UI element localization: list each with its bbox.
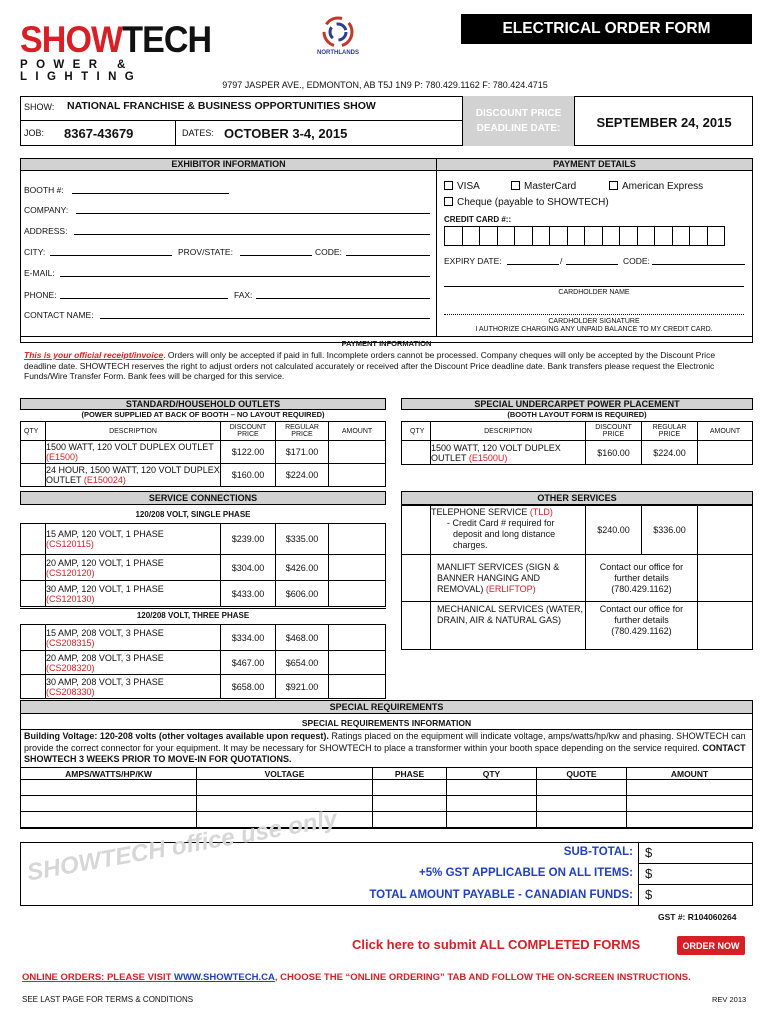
logo-tagline: POWER & LIGHTING bbox=[20, 59, 143, 83]
table-row: 30 AMP, 208 VOLT, 3 PHASE (CS208330) $658.00 $921.00 bbox=[21, 675, 386, 699]
prov-label: PROV/STATE: bbox=[178, 247, 233, 257]
other-services-title: OTHER SERVICES bbox=[401, 491, 753, 505]
show-label: SHOW: bbox=[24, 102, 55, 112]
cc-digit-box[interactable] bbox=[549, 226, 568, 246]
expiry-year-field[interactable] bbox=[566, 264, 618, 265]
qty-cell[interactable] bbox=[402, 555, 431, 602]
online-orders-text: ONLINE ORDERS: PLEASE VISIT WWW.SHOWTECH.CA, CHOOSE THE “ONLINE ORDERING” TAB AND FOLLOW THE ON-SCREEN INSTRUCTIONS. bbox=[22, 972, 691, 983]
amount-cell[interactable] bbox=[329, 555, 386, 581]
amount-cell[interactable] bbox=[329, 625, 386, 651]
address-field[interactable] bbox=[74, 234, 430, 235]
table-row: TELEPHONE SERVICE (TLD) - Credit Card # required for deposit and long distance charges. $240.00 $336.00 bbox=[402, 506, 753, 555]
city-label: CITY: bbox=[24, 247, 46, 257]
qty-cell[interactable] bbox=[21, 651, 46, 675]
special-req-subtitle: SPECIAL REQUIREMENTS INFORMATION bbox=[301, 718, 472, 728]
table-row: 1500 WATT, 120 VOLT DUPLEX OUTLET (E1500) $122.00 $171.00 bbox=[21, 441, 386, 464]
cardholder-name-field[interactable] bbox=[444, 286, 744, 287]
table-row: 1500 WATT, 120 VOLT DUPLEX OUTLET (E1500U) $160.00 $224.00 bbox=[402, 441, 753, 465]
cc-digit-box[interactable] bbox=[444, 226, 463, 246]
undercarpet-subtitle: (BOOTH LAYOUT FORM IS REQUIRED) bbox=[507, 410, 647, 419]
undercarpet-title: SPECIAL UNDERCARPET POWER PLACEMENT bbox=[401, 398, 753, 410]
payment-info-text: This is your official receipt/invoice. Orders will only be accepted if paid in full. Incomplete orders cannot be processed. Company cheques will only be accepted by the Discount Price deadline date. SHOWTECH reserves the right to adjust orders not calculated accurately or received after the Discount Price deadline date. Bank transfers please request the Electronic Funds/Wire Transfer Form. Bank fees will be charged for this service. bbox=[24, 350, 716, 381]
code-label: CODE: bbox=[315, 247, 342, 257]
fax-label: FAX: bbox=[234, 290, 253, 300]
service-connections-title: SERVICE CONNECTIONS bbox=[20, 491, 386, 505]
cc-digit-box[interactable] bbox=[619, 226, 638, 246]
amount-cell[interactable] bbox=[329, 441, 386, 464]
order-now-button[interactable]: ORDER NOW bbox=[677, 936, 745, 955]
show-value: NATIONAL FRANCHISE & BUSINESS OPPORTUNITIES SHOW bbox=[67, 100, 376, 112]
cc-digit-box[interactable] bbox=[532, 226, 551, 246]
qty-cell[interactable] bbox=[21, 625, 46, 651]
city-field[interactable] bbox=[50, 255, 172, 256]
amount-cell[interactable] bbox=[329, 524, 386, 555]
contact-label: CONTACT NAME: bbox=[24, 310, 94, 320]
visa-checkbox[interactable] bbox=[444, 181, 453, 190]
cardholder-signature-label: CARDHOLDER SIGNATURE bbox=[548, 318, 640, 325]
cheque-checkbox[interactable] bbox=[444, 197, 453, 206]
qty-cell[interactable] bbox=[21, 464, 46, 487]
cc-digit-box[interactable] bbox=[514, 226, 533, 246]
cardholder-signature-field[interactable] bbox=[444, 314, 744, 315]
mastercard-checkbox[interactable] bbox=[511, 181, 520, 190]
logo-show: SHOW bbox=[20, 19, 123, 60]
qty-cell[interactable] bbox=[402, 506, 431, 555]
single-phase-table bbox=[20, 523, 386, 607]
contact-field[interactable] bbox=[100, 318, 430, 319]
northlands-swirl-icon bbox=[318, 16, 358, 48]
amount-cell[interactable] bbox=[698, 441, 753, 465]
qty-cell[interactable] bbox=[21, 524, 46, 555]
expiry-label: EXPIRY DATE: bbox=[444, 256, 502, 266]
special-req-text: Building Voltage: 120-208 volts (other voltages available upon request). Ratings placed on the equipment will indicate voltage, amps/watts/hp/kw and phasing. SHOWTECH can provide the correct connector for your equipment. It may be necessary for SHOWTECH to place a transformer within your booth space depending on the service required. CONTACT SHOWTECH 3 WEEKS PRIOR TO MOVE-IN FOR QUOTATIONS. bbox=[24, 731, 746, 764]
fax-field[interactable] bbox=[256, 298, 430, 299]
email-field[interactable] bbox=[60, 276, 430, 277]
table-row: 15 AMP, 208 VOLT, 3 PHASE (CS208315) $334.00 $468.00 bbox=[21, 625, 386, 651]
table-row: 20 AMP, 120 VOLT, 1 PHASE (CS120120) $304.00 $426.00 bbox=[21, 555, 386, 581]
cc-digit-box[interactable] bbox=[654, 226, 673, 246]
cvv-field[interactable] bbox=[652, 264, 745, 265]
mastercard-option[interactable]: MasterCard bbox=[511, 181, 576, 192]
expiry-slash: / bbox=[560, 256, 563, 266]
qty-cell[interactable] bbox=[402, 602, 431, 650]
table-row: 24 HOUR, 1500 WATT, 120 VOLT DUPLEX OUTLET (E150024) $160.00 $224.00 bbox=[21, 464, 386, 487]
cc-digit-box[interactable] bbox=[462, 226, 481, 246]
dates-value: OCTOBER 3-4, 2015 bbox=[224, 126, 348, 141]
expiry-month-field[interactable] bbox=[507, 264, 559, 265]
cardholder-name-label: CARDHOLDER NAME bbox=[558, 289, 630, 296]
northlands-text: NORTHLANDS bbox=[317, 50, 359, 56]
phone-label: PHONE: bbox=[24, 290, 57, 300]
payment-info-title: PAYMENT INFORMATION bbox=[341, 339, 432, 348]
cc-label: CREDIT CARD #:: bbox=[444, 215, 512, 224]
cc-digit-box[interactable] bbox=[707, 226, 726, 246]
booth-field[interactable] bbox=[72, 193, 229, 194]
table-row: 15 AMP, 120 VOLT, 1 PHASE (CS120115) $239.00 $335.00 bbox=[21, 524, 386, 555]
amount-cell[interactable] bbox=[329, 651, 386, 675]
gst-field[interactable]: $ bbox=[645, 866, 653, 881]
cc-digit-box[interactable] bbox=[672, 226, 691, 246]
special-req-title: SPECIAL REQUIREMENTS bbox=[20, 700, 753, 714]
gst-label: +5% GST APPLICABLE ON ALL ITEMS: bbox=[419, 867, 633, 879]
exhibitor-title: EXHIBITOR INFORMATION bbox=[20, 158, 437, 171]
cc-digit-box[interactable] bbox=[637, 226, 656, 246]
cc-digit-box[interactable] bbox=[497, 226, 516, 246]
gst-number: GST #: R104060264 bbox=[658, 912, 737, 922]
code-field[interactable] bbox=[346, 255, 430, 256]
amount-cell[interactable] bbox=[329, 675, 386, 699]
table-row: 20 AMP, 208 VOLT, 3 PHASE (CS208320) $467.00 $654.00 bbox=[21, 651, 386, 675]
prov-field[interactable] bbox=[240, 255, 312, 256]
address-label: ADDRESS: bbox=[24, 226, 68, 236]
dates-label: DATES: bbox=[182, 128, 214, 138]
cc-digit-box[interactable] bbox=[567, 226, 586, 246]
job-value: 8367-43679 bbox=[64, 126, 134, 141]
amount-cell[interactable] bbox=[698, 602, 753, 650]
subtotal-field[interactable]: $ bbox=[645, 845, 653, 860]
official-receipt-note: This is your official receipt/invoice bbox=[24, 350, 164, 360]
logo-tech: TECH bbox=[122, 19, 212, 60]
cc-digit-box[interactable] bbox=[584, 226, 603, 246]
submit-text[interactable]: Click here to submit ALL COMPLETED FORMS bbox=[352, 937, 641, 952]
standard-outlets-title: STANDARD/HOUSEHOLD OUTLETS bbox=[20, 398, 386, 410]
cvv-label: CODE: bbox=[623, 256, 650, 266]
amount-cell[interactable] bbox=[698, 555, 753, 602]
qty-cell[interactable] bbox=[402, 441, 431, 465]
cc-digit-box[interactable] bbox=[602, 226, 621, 246]
authorize-text: I AUTHORIZE CHARGING ANY UNPAID BALANCE TO MY CREDIT CARD. bbox=[475, 326, 713, 333]
single-phase-title: 120/208 VOLT, SINGLE PHASE bbox=[135, 510, 251, 519]
table-row: MECHANICAL SERVICES (WATER, DRAIN, AIR & NATURAL GAS) Contact our office for further details (780.429.1162) bbox=[402, 602, 753, 650]
northlands-logo bbox=[298, 16, 378, 56]
amount-cell[interactable] bbox=[329, 464, 386, 487]
special-req-table: AMPS/WATTS/HP/KW VOLTAGE PHASE QTY QUOTE AMOUNT bbox=[20, 767, 753, 828]
visa-option[interactable]: VISA bbox=[444, 181, 480, 192]
table-row: MANLIFT SERVICES (SIGN & BANNER HANGING AND REMOVAL) (ERLIFTOP) Contact our office for further details (780.429.1162) bbox=[402, 555, 753, 602]
office-use-watermark: SHOWTECH office use only bbox=[25, 805, 340, 887]
form-title: ELECTRICAL ORDER FORM bbox=[461, 14, 752, 44]
cc-digit-box[interactable] bbox=[479, 226, 498, 246]
qty-cell[interactable] bbox=[21, 441, 46, 464]
amount-cell[interactable] bbox=[698, 506, 753, 555]
booth-label: BOOTH #: bbox=[24, 185, 64, 195]
cc-digit-box[interactable] bbox=[689, 226, 708, 246]
revision-note: REV 2013 bbox=[712, 995, 747, 1004]
website-link[interactable]: WWW.SHOWTECH.CA bbox=[174, 972, 275, 983]
deadline-value: SEPTEMBER 24, 2015 bbox=[596, 115, 732, 130]
amex-option[interactable]: American Express bbox=[609, 181, 703, 192]
table-row: 30 AMP, 120 VOLT, 1 PHASE (CS120130) $433.00 $606.00 bbox=[21, 581, 386, 607]
table-row[interactable] bbox=[21, 812, 753, 828]
table-row[interactable] bbox=[21, 780, 753, 796]
credit-card-number-field[interactable] bbox=[444, 226, 725, 246]
three-phase-table bbox=[20, 624, 386, 699]
qty-cell[interactable] bbox=[21, 675, 46, 699]
qty-cell[interactable] bbox=[21, 581, 46, 607]
undercarpet-table: QTY DESCRIPTION DISCOUNT PRICE REGULAR PRICE AMOUNT 1500 WATT, 120 VOLT DUPLEX OUTLET (E1500U) $160.00 $224.00 bbox=[401, 421, 753, 465]
amount-cell[interactable] bbox=[329, 581, 386, 607]
showtech-logo bbox=[20, 19, 212, 83]
payment-title: PAYMENT DETAILS bbox=[436, 158, 753, 171]
cheque-option[interactable]: Cheque (payable to SHOWTECH) bbox=[444, 197, 609, 208]
total-label: TOTAL AMOUNT PAYABLE - CANADIAN FUNDS: bbox=[369, 889, 633, 901]
table-row[interactable] bbox=[21, 796, 753, 812]
company-field[interactable] bbox=[76, 213, 430, 214]
terms-note: SEE LAST PAGE FOR TERMS & CONDITIONS bbox=[22, 995, 194, 1004]
standard-outlets-subtitle: (POWER SUPPLIED AT BACK OF BOOTH – NO LAYOUT REQUIRED) bbox=[81, 410, 325, 419]
three-phase-title: 120/208 VOLT, THREE PHASE bbox=[136, 611, 250, 620]
qty-cell[interactable] bbox=[21, 555, 46, 581]
job-label: JOB: bbox=[24, 128, 45, 138]
total-field[interactable]: $ bbox=[645, 887, 653, 902]
email-label: E-MAIL: bbox=[24, 268, 55, 278]
deadline-label: DISCOUNT PRICE DEADLINE DATE: bbox=[475, 108, 562, 134]
amex-checkbox[interactable] bbox=[609, 181, 618, 190]
other-services-table bbox=[401, 505, 753, 650]
standard-outlets-table: QTY DESCRIPTION DISCOUNT PRICE REGULAR PRICE AMOUNT 1500 WATT, 120 VOLT DUPLEX OUTLET (E1500) $122.00 $171.00 24 HOUR, 1500 WATT, 120 VOLT DUPLEX OUTLET (E150024) $160.00 $224.00 bbox=[20, 421, 386, 487]
address-line: 9797 JASPER AVE., EDMONTON, AB T5J 1N9 P: 780.429.1162 F: 780.424.4715 bbox=[222, 80, 548, 90]
subtotal-label: SUB-TOTAL: bbox=[563, 846, 633, 858]
phone-field[interactable] bbox=[60, 298, 228, 299]
company-label: COMPANY: bbox=[24, 205, 69, 215]
